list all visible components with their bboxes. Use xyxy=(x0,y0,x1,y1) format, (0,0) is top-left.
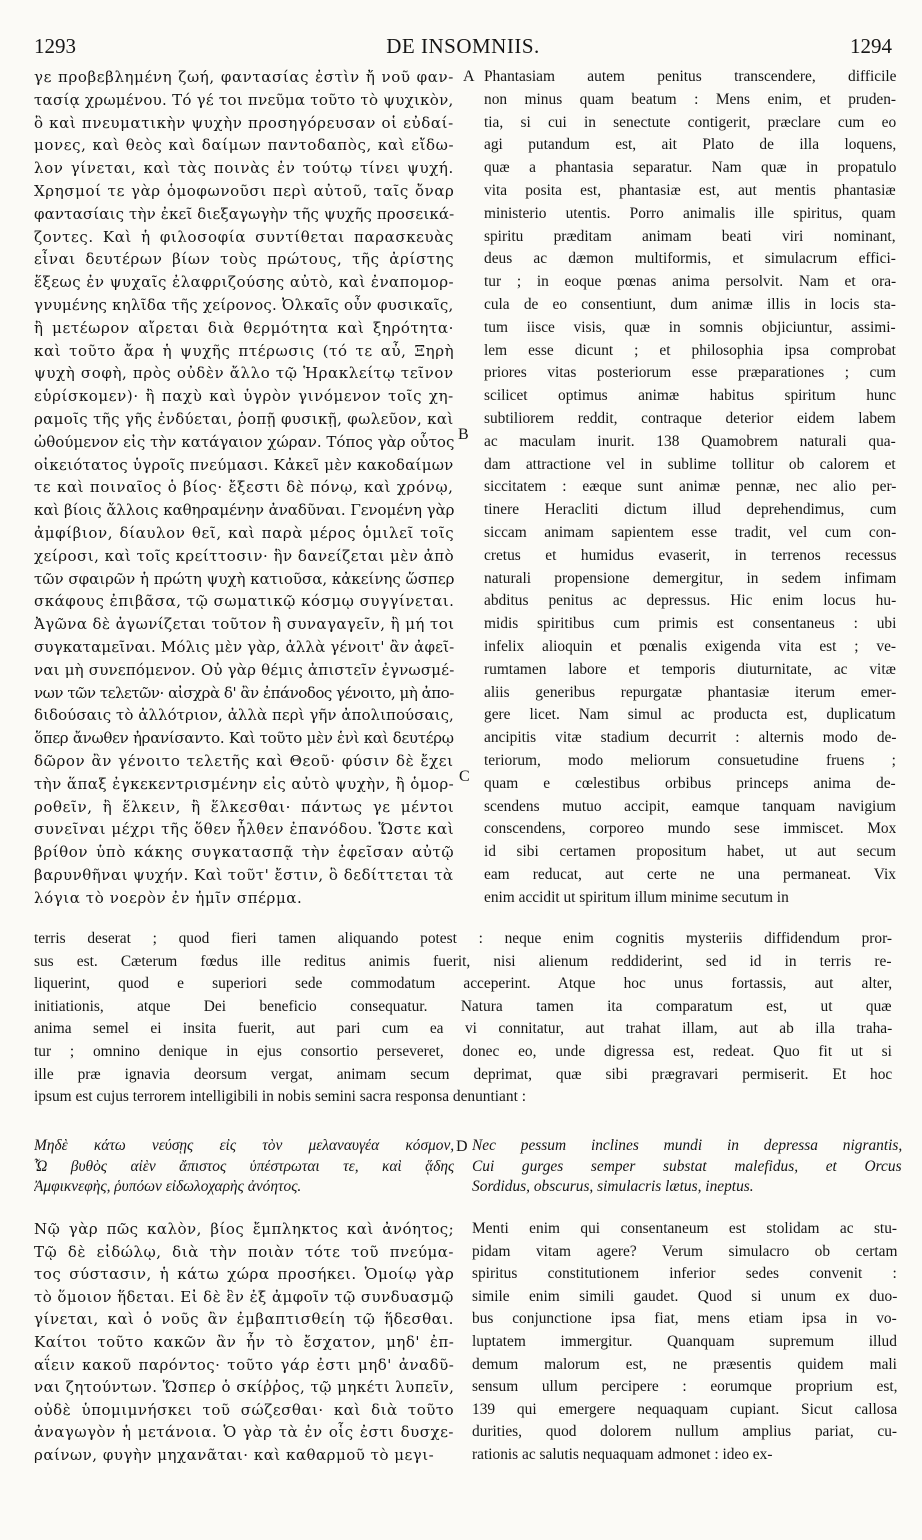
text-line: Χρησμοί τε γὰρ ὁμοφωνοῦσι περὶ αὐτοῦ, ταῖς ὄναρ xyxy=(34,181,454,200)
text-line: tur ; omnino denique in ejus consortio perseveret, donec eo, unde digressa est, redeat. Quo fit ut si xyxy=(34,1042,892,1060)
text-line: rumtamen labore et temporis diuturnitate, ac vitæ xyxy=(484,660,896,678)
text-line: βαρυνθῆναι ψυχήν. Καὶ τοῦτ' ἔστιν, ὃ δεδίττεται τὰ xyxy=(34,865,454,884)
text-line: χείροσι, καὶ τοῖς κρείττοσιν· ἣν δανείζεται μὲν ἀπὸ xyxy=(34,546,454,565)
text-line: aliis generibus repurgatæ phantasiæ iterum emer- xyxy=(484,683,896,701)
text-line: ὠθούμενον εἰς τὴν κατάγαιον χώραν. Τόπος γὰρ οὗτος xyxy=(34,432,454,451)
text-line: τος σύστασιν, ἡ κάτω χώρα προσήκει. Ὁμοίῳ γὰρ xyxy=(34,1265,454,1284)
text-line: spiritu præditam animam beati viri nominant, xyxy=(484,227,896,245)
text-line: bus conjunctione ipsa fiat, mens etiam ipsa in vo- xyxy=(472,1310,897,1328)
text-line: φαντασίαις τὴν ἐκεῖ διεξαγωγὴν τῆς ψυχῆς προσεικά- xyxy=(34,204,454,223)
text-line: tia, si cui in senectute contigerit, præclare cum eo xyxy=(484,113,896,131)
text-line: Sordidus, obscurus, simulacris lætus, ineptus. xyxy=(472,1178,754,1195)
text-line: conscendens, corporeo mundo sese immiscet. Mox xyxy=(484,820,896,838)
margin-letter-c: C xyxy=(459,768,470,785)
text-line: Ἀμφικνεφὴς, ῥυπόων εἰδωλοχαρὴς ἀνόητος. xyxy=(34,1178,302,1195)
text-line: siccam animam sapientem esse tradit, vel cum con- xyxy=(484,523,896,541)
text-line: λόγια τὸ νοερὸν ἐν ἡμῖν σπέρμα. xyxy=(34,888,303,907)
greek-column-bottom xyxy=(34,1218,454,1467)
text-line: Τῷ δὲ εἰδώλῳ, διὰ τὴν ποιὰν τότε τοῦ πνεύμα- xyxy=(34,1242,454,1261)
text-line: ancipitis vitæ stadium decurrit : alternis modo de- xyxy=(484,729,896,747)
text-line: εἶναι δευτέρων βίων τοὺς πρώτους, τῆς ἀρίστης xyxy=(34,250,454,269)
page-header xyxy=(34,34,892,60)
text-line: Nec pessum inclines mundi in depressa nigrantis, xyxy=(472,1137,902,1154)
latin-full-width-paragraph xyxy=(34,928,892,1109)
text-line: tur ; in eoque pœnas anima persolvit. Nam et ora- xyxy=(484,273,896,291)
text-line: μονες, καὶ θεὸς καὶ δαίμων παντοδαπὸς, καὶ εἴδω- xyxy=(34,136,454,155)
text-line: οἰκειότατος ὑγροῖς πνεύμασι. Κἀκεῖ μὲν κακοδαίμων xyxy=(34,455,454,474)
latin-column-bottom xyxy=(472,1218,897,1467)
text-line: ναι ζητούντων. Ὥσπερ ὁ σκίῤῥος, τῷ μηκέτι λυπεῖν, xyxy=(34,1378,454,1397)
text-line: Ὧ βυθὸς αἰὲν ἄπιστος ὑπέστρωται τε, καὶ ᾅδης xyxy=(34,1157,454,1175)
text-line: dam attractione vel in sublime tollitur ob calorem et xyxy=(484,455,896,473)
text-line: Cui gurges semper substat malefidus, et Orcus xyxy=(472,1157,902,1175)
text-line: sensum ullum percipere : eorumque proprium est, xyxy=(472,1378,897,1396)
text-line: τῶν σφαιρῶν ἡ πρώτη ψυχὴ κατιοῦσα, κἀκείνης ὥσπερ xyxy=(34,569,454,588)
text-line: γίνεται, καὶ ὁ νοῦς ἂν ἐμβαπτισθείη τῷ ἥδεσθαι. xyxy=(34,1310,454,1329)
text-line: ministerio utentis. Porro animalis ille spiritus, quam xyxy=(484,204,896,222)
text-line: γε προβεβλημένη ζωή, φαντασίας ἐστὶν ἤ νοῦ φαν- xyxy=(34,68,454,86)
text-line: gere licet. Nam simul ac producta est, duplicatum xyxy=(484,706,896,724)
text-line: abditus penitus ac depressus. Hic enim locus hu- xyxy=(484,592,896,610)
text-line: liquerint, quod e superiori sede commodatum acceperint. Atque hoc unus fortassis, aut alter, xyxy=(34,975,892,993)
text-line: terris deserat ; quod fieri tamen aliquando potest : neque enim cognitis mysteriis diffidendum pror- xyxy=(34,930,892,947)
text-line: ἕξεως ἐν ψυχαῖς ἐλαφριζούσης αὐτὸ, καὶ ἐναπομορ- xyxy=(34,273,454,292)
margin-letter-b: B xyxy=(458,426,469,443)
text-line: tinere Heracliti dictum illud deprehendimus, cum xyxy=(484,501,896,519)
text-line: priores vitas posteriorum esse præparationes ; cum xyxy=(484,364,896,382)
text-line: ψυχὴ σοφὴ, πρὸς οὐδὲν ἄλλο τῷ Ἡρακλείτῳ τεῖνον xyxy=(34,364,454,383)
running-title: DE INSOMNIIS. xyxy=(386,34,540,58)
text-line: 139 qui emergere nequaquam cupiant. Sicut callosa xyxy=(472,1400,897,1418)
text-line: συνεῖναι μέχρι τῆς ὅθεν ἦλθεν ἐπανόδου. Ὥστε καὶ xyxy=(34,820,454,839)
text-line: subtiliorem reddit, contraque deterior eidem labem xyxy=(484,409,896,427)
text-line: agi putandum est, ait Plato de illa loquens, xyxy=(484,136,896,154)
text-line: ραμοῖς τῆς γῆς ἐνδύεται, ῥοπῇ φυσικῇ, φωλεῦον, καὶ xyxy=(34,409,454,428)
text-line: Μηδὲ κάτω νεύσῃς εἰς τὸν μελαναυγέα κόσμον, xyxy=(34,1137,454,1154)
text-line: τασίᾳ χρωμένου. Τό γέ τοι πνεῦμα τοῦτο τὸ ψυχικὸν, xyxy=(34,90,454,109)
text-line: αΐειν κακοῦ παρόντος· τοῦτο γάρ ἐστι μηδ' ἀναδῦ- xyxy=(34,1355,454,1374)
text-line: lem esse dicunt ; et philosophia ipsa comprobat xyxy=(484,341,896,359)
text-line: Καίτοι τοῦτο κακῶν ἂν ἦν τὸ ἔσχατον, μηδ' ἐπ- xyxy=(34,1332,454,1351)
text-line: durities, quod dolorem nullum amplius pariat, cu- xyxy=(472,1423,897,1441)
text-line: συγκαταμεῖναι. Μόλις μὲν γὰρ, ἀλλὰ γένοιτ' ἂν ἀφεῖ- xyxy=(34,637,454,656)
text-line: καὶ βίοις ἄλλοις καθηραμένην ἀναδῦναι. Γενομένη γὰρ xyxy=(34,501,454,520)
text-line: rationis ac salutis nequaquam admonet : ideo ex- xyxy=(472,1445,773,1463)
text-line: εὑρίσκομεν)· ἢ παχὺ καὶ ὑγρὸν γινόμενον τοῖς χη- xyxy=(34,387,454,406)
text-line: id sibi certamen propositum habet, ut aut secum xyxy=(484,843,896,861)
text-line: ναι μὴ συνεπόμενον. Οὐ γὰρ θέμις ἀπιστεῖν ἐγνωσμέ- xyxy=(34,660,454,679)
text-line: ille præ ignavia deorsum vergat, animam secum deprimat, quæ sibi prægravari permiserit. Et hoc xyxy=(34,1065,892,1083)
text-line: ροθεῖν, ἢ ἕλκειν, ἢ ἕλκεσθαι· πάντως γε μέντοι xyxy=(34,797,454,816)
text-line: τὸ ὅμοιον ἥδεται. Εἰ δὲ ἓν ἐξ ἀμφοῖν τῷ συνδυασμῷ xyxy=(34,1287,454,1306)
text-line: Menti enim qui consentaneum est stolidam ac stu- xyxy=(472,1220,897,1237)
text-line: midis spiritibus cum primis est consentaneus : ubi xyxy=(484,615,896,633)
text-line: ὃ καὶ πνευματικὴν ψυχὴν προσηγόρευσαν οἱ εὐδαί- xyxy=(34,113,454,132)
text-line: vita posita est, phantasiæ est, aut mentis phantasiæ xyxy=(484,181,896,199)
text-line: eam reducat, aut certe ne una permaneat. Vix xyxy=(484,865,896,883)
text-line: διδούσαις τὸ ἀλλότριον, ἀλλὰ περὶ γῆν ἀπολιπούσαις, xyxy=(34,706,454,725)
text-line: ὅπερ ἄνωθεν ἠρανίσαντο. Καὶ τοῦτο μὲν ἑνὶ καὶ δευτέρῳ xyxy=(34,729,454,748)
text-line: ἀναγωγὸν ἡ μετάνοια. Ὁ γὰρ τὰ ἐν οἷς ἐστι δυσχε- xyxy=(34,1423,454,1442)
latin-column-top xyxy=(484,66,896,909)
text-line: initiationis, atque Dei beneficio consequatur. Natura tamen ita comparatum est, ut quæ xyxy=(34,997,892,1015)
margin-letter-d: D xyxy=(456,1138,468,1155)
text-line: δῶρον ἂν γένοιτο τελετῆς καὶ Θεοῦ· φύσιν δὲ ἔχει xyxy=(34,751,454,770)
text-line: non minus quam beatum : Mens enim, et pruden- xyxy=(484,90,896,108)
text-line: pidam vitam agere? Verum simulacro ob certam xyxy=(472,1242,897,1260)
text-line: siccitatem : eæque sunt animæ pennæ, nec alio per- xyxy=(484,478,896,496)
text-line: tum iisce visis, quæ in somnis objiciuntur, assimi- xyxy=(484,318,896,336)
text-line: ipsum est cujus terrorem intelligibili in nobis semini sacra responsa denuntiant : xyxy=(34,1088,526,1106)
text-line: quam e cœlestibus orbibus princeps anima de- xyxy=(484,774,896,792)
text-line: Phantasiam autem penitus transcendere, difficile xyxy=(484,68,896,85)
text-line: anima semel ei insita fuerit, aut pari cum ea vi connitatur, aut trahat illam, aut ab illa traha- xyxy=(34,1020,892,1038)
text-line: spiritus constitutionem inferior sedes convenit : xyxy=(472,1265,897,1283)
text-line: luptatem immergitur. Quanquam supremum illud xyxy=(472,1332,897,1350)
page-number-right: 1294 xyxy=(850,34,892,58)
text-line: ζοντες. Καὶ ἡ φιλοσοφία συντίθεται παρασκευὰς xyxy=(34,227,454,246)
text-line: οὐδὲ ὑπομιμνήσκει τοῦ σώζεσθαι· καὶ διὰ τοῦτο xyxy=(34,1400,454,1419)
margin-letter-a: A xyxy=(463,68,475,85)
text-line: ἢ μετέωρον αἴρεται διὰ θερμότητα καὶ ξηρότητα· xyxy=(34,318,454,337)
text-line: λον γίνεται, καὶ τὰς ποινὰς ἐν τούτῳ τίνει ψυχή. xyxy=(34,159,454,178)
text-line: sus est. Cæterum fœdus ille reditus animis fuerit, nisi alienum reddiderint, sed id in terris re- xyxy=(34,952,892,970)
text-line: teriorum, modo meliorum consuetudine fruens ; xyxy=(484,751,896,769)
text-line: τε καὶ ποιναῖος ὁ βίος· ἔξεστι δὲ πόνῳ, καὶ χρόνῳ, xyxy=(34,478,454,497)
text-line: τὴν ἅπαξ ἐγκεκεντρισμένην εἰς αὐτὸ ψυχὴν, ἢ ὁμορ- xyxy=(34,774,454,793)
text-line: quæ a phantasia separatur. Nam quæ in propatulo xyxy=(484,159,896,177)
text-line: ac maculam inurit. 138 Quamobrem naturali qua- xyxy=(484,432,896,450)
text-line: enim accidit ut spiritum illum minime secutum in xyxy=(484,888,789,906)
text-line: σκάφους ἐπιβᾶσα, τῷ σωματικῷ κόσμῳ συγγίνεται. xyxy=(34,592,454,611)
text-line: cula de eo consentiunt, dum animæ illis in locis sta- xyxy=(484,295,896,313)
text-line: deus ac dæmon multiformis, et simulacrum effici- xyxy=(484,250,896,268)
text-line: cretus et humidus evaserit, in terrenos recessus xyxy=(484,546,896,564)
page-number-left: 1293 xyxy=(34,34,76,58)
text-line: naturali propensione demergitur, in sedem infimam xyxy=(484,569,896,587)
greek-oracle-verse xyxy=(34,1136,454,1198)
greek-column-top xyxy=(34,66,454,909)
text-line: ἀμφίβιον, δίαυλον θεῖ, καὶ παρὰ μέρος ὁμιλεῖ τοῖς xyxy=(34,523,454,542)
text-line: βρίθον ὑπὸ κάκης συγκατασπᾷ τὴν ἐφεῖσαν αὐτῷ xyxy=(34,843,454,862)
text-line: scilicet optimus animæ habitus spiritum hunc xyxy=(484,387,896,405)
text-line: Νῷ γὰρ πῶς καλὸν, βίος ἔμπληκτος καὶ ἀνόητος; xyxy=(34,1220,454,1238)
text-line: ραίνων, φυγὴν μηχανᾶται· καὶ καθαρμοῦ τὸ μεγι- xyxy=(34,1445,435,1464)
text-line: simile enim simili gaudet. Quod si unum ex duo- xyxy=(472,1287,897,1305)
latin-oracle-verse xyxy=(472,1136,902,1198)
text-line: demum malorum est, ne præsentis quidem mali xyxy=(472,1355,897,1373)
text-line: Ἀγῶνα δὲ ἀγωνίζεται τοῦτον ἢ συναγαγεῖν, ἢ μή τοι xyxy=(34,615,454,634)
text-line: καὶ τοῦτο ἄρα ἡ ψυχῆς πτέρωσις (τό τε αὖ, Ξηρὴ xyxy=(34,341,454,360)
text-line: γνυμένης κηλῖδα τῆς χείρονος. Ὀλκαῖς οὖν φυσικαῖς, xyxy=(34,295,454,314)
text-line: infelix alioquin et pœnalis exigenda vita est ; ve- xyxy=(484,637,896,655)
text-line: νων τῶν τελετῶν· αἰσχρὰ δ' ἂν ἐπάνοδος γένοιτο, μὴ ἀπο- xyxy=(34,683,454,702)
text-line: scendens mutuo accipit, eamque tanquam navigium xyxy=(484,797,896,815)
